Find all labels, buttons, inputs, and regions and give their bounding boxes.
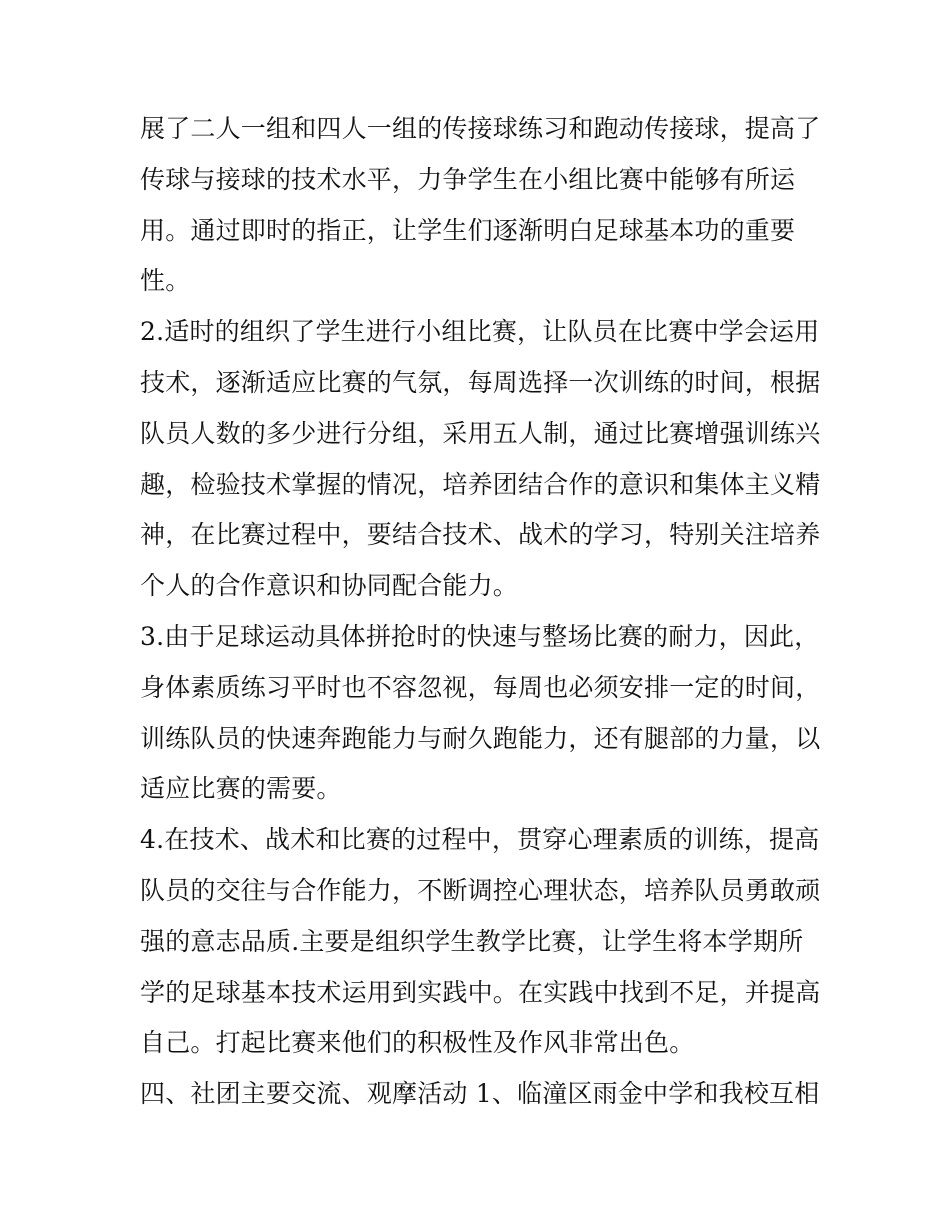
text-line: 趣，检验技术掌握的情况，培养团结合作的意识和集体主义精 <box>140 469 821 499</box>
text-line: 性。 <box>140 266 191 296</box>
text-line: 个人的合作意识和协同配合能力。 <box>140 571 519 601</box>
text-line: 神，在比赛过程中，要结合技术、战术的学习，特别关注培养 <box>140 520 821 550</box>
text-line: 3.由于足球运动具体拼抢时的快速与整场比赛的耐力，因此， <box>140 621 820 651</box>
text-line: 展了二人一组和四人一组的传接球练习和跑动传接球，提高了 <box>140 114 821 143</box>
text-line: 学的足球基本技术运用到实践中。在实践中找到不足，并提高 <box>140 977 821 1007</box>
text-line: 2.适时的组织了学生进行小组比赛，让队员在比赛中学会运用 <box>140 317 820 347</box>
text-line: 队员人数的多少进行分组，采用五人制，通过比赛增强训练兴 <box>140 418 821 448</box>
body-text <box>140 104 820 1120</box>
text-line: 传球与接球的技术水平，力争学生在小组比赛中能够有所运 <box>140 164 796 194</box>
text-line: 四、社团主要交流、观摩活动 1、临潼区雨金中学和我校互相 <box>140 1079 820 1109</box>
text-line: 身体素质练习平时也不容忽视，每周也必须安排一定的时间， <box>140 672 821 702</box>
text-line: 4.在技术、战术和比赛的过程中，贯穿心理素质的训练，提高 <box>140 825 820 855</box>
text-line: 用。通过即时的指正，让学生们逐渐明白足球基本功的重要 <box>140 215 796 245</box>
text-line: 队员的交往与合作能力，不断调控心理状态，培养队员勇敢顽 <box>140 875 821 905</box>
text-line: 技术，逐渐适应比赛的气氛，每周选择一次训练的时间，根据 <box>140 367 821 397</box>
text-line: 强的意志品质.主要是组织学生教学比赛，让学生将本学期所 <box>140 926 804 956</box>
text-line: 训练队员的快速奔跑能力与耐久跑能力，还有腿部的力量，以 <box>140 723 821 753</box>
text-line: 自己。打起比赛来他们的积极性及作风非常出色。 <box>140 1028 695 1058</box>
text-line: 适应比赛的需要。 <box>140 774 342 804</box>
